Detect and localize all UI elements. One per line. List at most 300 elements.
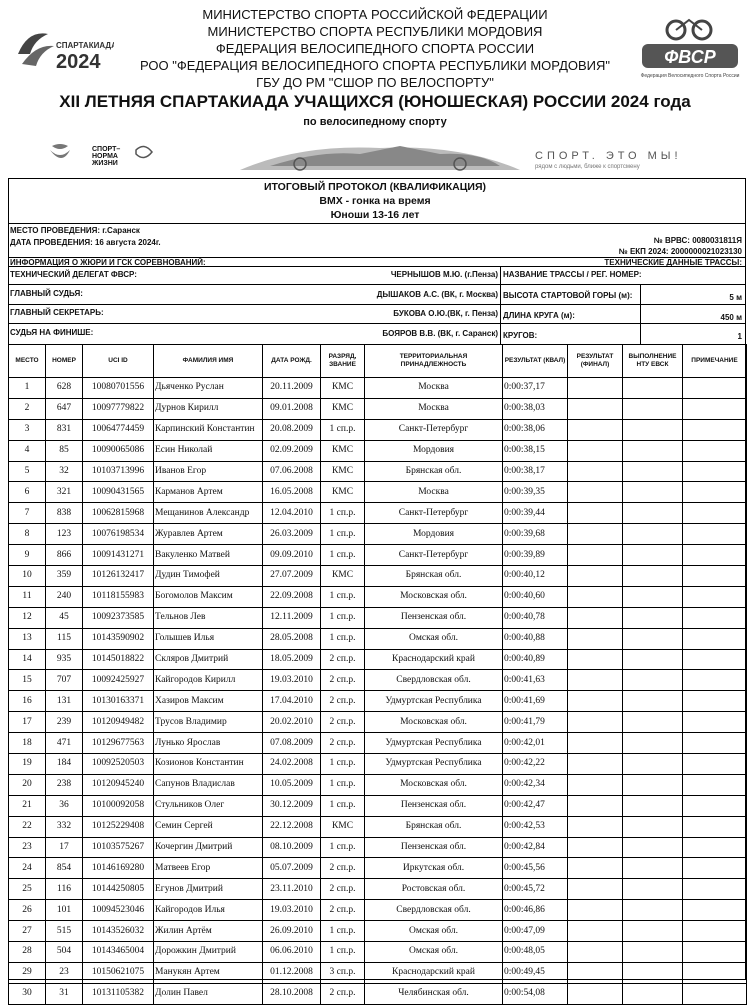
- cell-number: 515: [46, 921, 83, 942]
- cell-name: Манукян Артем: [154, 962, 263, 983]
- cell-result-qual: 0:00:39,44: [503, 503, 568, 524]
- cell-place: 20: [9, 774, 46, 795]
- cell-place: 29: [9, 962, 46, 983]
- official-name-3: БУКОВА О.Ю.(ВК, г. Пенза): [393, 309, 498, 318]
- cell-birth-date: 07.08.2009: [263, 733, 321, 754]
- cell-name: Трусов Владимир: [154, 712, 263, 733]
- cell-number: 831: [46, 419, 83, 440]
- fvsr-logo: [636, 14, 744, 80]
- cell-evsk: [623, 837, 683, 858]
- cell-result-qual: 0:00:42,01: [503, 733, 568, 754]
- cell-place: 26: [9, 900, 46, 921]
- cell-evsk: [623, 691, 683, 712]
- cell-note: [683, 524, 747, 545]
- cell-note: [683, 419, 747, 440]
- cell-region: Москва: [365, 398, 503, 419]
- cell-result-qual: 0:00:47,09: [503, 921, 568, 942]
- fvsr-logo-text: ФВСР: [664, 47, 716, 67]
- cell-name: Карманов Артем: [154, 482, 263, 503]
- tech-value-2: 5 м: [729, 293, 742, 302]
- cell-evsk: [623, 858, 683, 879]
- cell-name: Вакуленко Матвей: [154, 545, 263, 566]
- cell-note: [683, 503, 747, 524]
- cell-rank: 2 сп.р.: [321, 858, 365, 879]
- sport-norm-logo: СПОРТ– НОРМА ЖИЗНИ: [92, 146, 121, 167]
- cell-place: 11: [9, 586, 46, 607]
- cell-result-qual: 0:00:41,79: [503, 712, 568, 733]
- cell-rank: 2 сп.р.: [321, 712, 365, 733]
- cell-rank: 1 сп.р.: [321, 942, 365, 963]
- cell-uci-id: 10076198534: [83, 524, 154, 545]
- cell-evsk: [623, 921, 683, 942]
- table-row: [9, 628, 747, 649]
- table-row: [9, 545, 747, 566]
- vrvs-number: № ВРВС: 0080031811Я: [653, 236, 742, 245]
- cell-result-qual: 0:00:38,03: [503, 398, 568, 419]
- cell-result-qual: 0:00:54,08: [503, 983, 568, 1004]
- cell-rank: 1 сп.р.: [321, 774, 365, 795]
- cell-result-final: [568, 461, 623, 482]
- cell-region: Санкт-Петербург: [365, 545, 503, 566]
- cell-name: Дьяченко Руслан: [154, 378, 263, 399]
- cell-birth-date: 06.06.2010: [263, 942, 321, 963]
- col-evsk: ВЫПОЛНЕНИЕ НТУ ЕВСК: [623, 345, 683, 378]
- cell-number: 123: [46, 524, 83, 545]
- col-uci-id: UCI ID: [83, 345, 154, 378]
- cell-place: 21: [9, 795, 46, 816]
- fvsr-logo-sub: Федерация Велосипедного Спорта России: [640, 73, 740, 79]
- cell-region: Омская обл.: [365, 628, 503, 649]
- cell-result-qual: 0:00:40,12: [503, 566, 568, 587]
- cell-name: Сапунов Владислав: [154, 774, 263, 795]
- cell-result-qual: 0:00:40,60: [503, 586, 568, 607]
- cell-birth-date: 19.03.2010: [263, 900, 321, 921]
- cell-evsk: [623, 607, 683, 628]
- cell-uci-id: 10092373585: [83, 607, 154, 628]
- cell-birth-date: 10.05.2009: [263, 774, 321, 795]
- cell-result-qual: 0:00:49,45: [503, 962, 568, 983]
- cell-result-qual: 0:00:40,88: [503, 628, 568, 649]
- table-row: [9, 921, 747, 942]
- cell-uci-id: 10103575267: [83, 837, 154, 858]
- banner-slogan: СПОРТ. ЭТО МЫ!: [535, 150, 682, 162]
- cell-name: Стульников Олег: [154, 795, 263, 816]
- cell-rank: 2 сп.р.: [321, 733, 365, 754]
- col-result-qual: РЕЗУЛЬТАТ (КВАЛ): [503, 345, 568, 378]
- cell-place: 17: [9, 712, 46, 733]
- cell-birth-date: 20.11.2009: [263, 378, 321, 399]
- cell-place: 13: [9, 628, 46, 649]
- cell-place: 2: [9, 398, 46, 419]
- cell-result-qual: 0:00:39,35: [503, 482, 568, 503]
- cell-place: 28: [9, 942, 46, 963]
- cell-birth-date: 09.01.2008: [263, 398, 321, 419]
- cell-rank: 1 сп.р.: [321, 545, 365, 566]
- cell-result-final: [568, 586, 623, 607]
- cell-birth-date: 07.06.2008: [263, 461, 321, 482]
- cell-region: Брянская обл.: [365, 461, 503, 482]
- cell-region: Брянская обл.: [365, 566, 503, 587]
- table-row: [9, 691, 747, 712]
- cell-birth-date: 27.07.2009: [263, 566, 321, 587]
- cell-region: Удмуртская Республика: [365, 733, 503, 754]
- cell-birth-date: 05.07.2009: [263, 858, 321, 879]
- cell-note: [683, 921, 747, 942]
- cell-uci-id: 10097779822: [83, 398, 154, 419]
- cell-note: [683, 440, 747, 461]
- official-name-2: ДЫШАКОВ А.С. (ВК, г. Москва): [376, 290, 498, 299]
- cell-result-qual: 0:00:42,22: [503, 754, 568, 775]
- cell-name: Матвеев Егор: [154, 858, 263, 879]
- cell-result-qual: 0:00:37,17: [503, 378, 568, 399]
- protocol-category: Юноши 13-16 лет: [330, 209, 420, 221]
- cell-region: Московская обл.: [365, 712, 503, 733]
- cell-note: [683, 879, 747, 900]
- cell-region: Московская обл.: [365, 586, 503, 607]
- cell-result-final: [568, 419, 623, 440]
- cell-evsk: [623, 566, 683, 587]
- cell-note: [683, 586, 747, 607]
- cell-uci-id: 10125229408: [83, 816, 154, 837]
- table-row: [9, 774, 747, 795]
- table-row: [9, 962, 747, 983]
- cell-rank: 2 сп.р.: [321, 879, 365, 900]
- cell-note: [683, 837, 747, 858]
- cell-result-final: [568, 900, 623, 921]
- cell-result-qual: 0:00:39,89: [503, 545, 568, 566]
- event-title: XII ЛЕТНЯЯ СПАРТАКИАДА УЧАЩИХСЯ (ЮНОШЕСКАЯ) РОССИИ 2024 года: [59, 92, 691, 111]
- cell-result-qual: 0:00:41,63: [503, 670, 568, 691]
- cell-note: [683, 398, 747, 419]
- cell-uci-id: 10100092058: [83, 795, 154, 816]
- cell-number: 471: [46, 733, 83, 754]
- official-name-4: БОЯРОВ В.В. (ВК, г. Саранск): [382, 329, 498, 338]
- table-row: [9, 837, 747, 858]
- tech-value-3: 450 м: [720, 313, 742, 322]
- cell-number: 838: [46, 503, 83, 524]
- cell-note: [683, 962, 747, 983]
- cell-rank: 1 сп.р.: [321, 607, 365, 628]
- header-line-1: МИНИСТЕРСТВО СПОРТА РОССИЙСКОЙ ФЕДЕРАЦИИ: [202, 7, 548, 22]
- cell-uci-id: 10103713996: [83, 461, 154, 482]
- cell-region: Пензенская обл.: [365, 795, 503, 816]
- cell-result-final: [568, 628, 623, 649]
- cell-result-qual: 0:00:42,47: [503, 795, 568, 816]
- cell-name: Голышев Илья: [154, 628, 263, 649]
- col-result-final: РЕЗУЛЬТАТ (ФИНАЛ): [568, 345, 623, 378]
- cell-uci-id: 10130163371: [83, 691, 154, 712]
- table-row: [9, 816, 747, 837]
- cell-place: 25: [9, 879, 46, 900]
- cell-note: [683, 482, 747, 503]
- cell-result-final: [568, 482, 623, 503]
- col-name: ФАМИЛИЯ ИМЯ: [154, 345, 263, 378]
- col-place: МЕСТО: [9, 345, 46, 378]
- cell-result-final: [568, 816, 623, 837]
- cell-name: Козионов Константин: [154, 754, 263, 775]
- cell-evsk: [623, 482, 683, 503]
- cell-note: [683, 670, 747, 691]
- cell-evsk: [623, 733, 683, 754]
- table-row: [9, 398, 747, 419]
- cell-region: Московская обл.: [365, 774, 503, 795]
- event-date: ДАТА ПРОВЕДЕНИЯ: 16 августа 2024г.: [10, 238, 161, 247]
- cell-name: Журавлев Артем: [154, 524, 263, 545]
- cell-note: [683, 774, 747, 795]
- cell-evsk: [623, 900, 683, 921]
- cell-evsk: [623, 754, 683, 775]
- cell-result-final: [568, 607, 623, 628]
- cell-name: Иванов Егор: [154, 461, 263, 482]
- cell-place: 27: [9, 921, 46, 942]
- cell-number: 131: [46, 691, 83, 712]
- cell-uci-id: 10090065086: [83, 440, 154, 461]
- results-body: [9, 378, 747, 1005]
- cell-birth-date: 24.02.2008: [263, 754, 321, 775]
- logo-year-text: 2024: [56, 51, 101, 73]
- cell-rank: 2 сп.р.: [321, 983, 365, 1004]
- cell-uci-id: 10143526032: [83, 921, 154, 942]
- cell-note: [683, 628, 747, 649]
- table-row: [9, 983, 747, 1004]
- table-row: [9, 482, 747, 503]
- cell-rank: 1 сп.р.: [321, 503, 365, 524]
- cell-evsk: [623, 649, 683, 670]
- tech-data-header: ТЕХНИЧЕСКИЕ ДАННЫЕ ТРАССЫ:: [604, 258, 742, 267]
- cell-name: Есин Николай: [154, 440, 263, 461]
- cell-evsk: [623, 670, 683, 691]
- cell-uci-id: 10143590902: [83, 628, 154, 649]
- cell-name: Мещанинов Александр: [154, 503, 263, 524]
- cell-result-final: [568, 983, 623, 1004]
- cell-note: [683, 566, 747, 587]
- cell-result-final: [568, 733, 623, 754]
- cell-rank: 1 сп.р.: [321, 921, 365, 942]
- cell-place: 1: [9, 378, 46, 399]
- cell-rank: 1 сп.р.: [321, 524, 365, 545]
- cell-note: [683, 545, 747, 566]
- table-row: [9, 607, 747, 628]
- cell-uci-id: 10090431565: [83, 482, 154, 503]
- cell-birth-date: 19.03.2010: [263, 670, 321, 691]
- cell-result-final: [568, 774, 623, 795]
- table-row: [9, 670, 747, 691]
- tech-value-4: 1: [737, 332, 742, 341]
- cell-name: Богомолов Максим: [154, 586, 263, 607]
- cell-note: [683, 900, 747, 921]
- cell-note: [683, 649, 747, 670]
- cell-birth-date: 16.05.2008: [263, 482, 321, 503]
- cell-name: Карпинский Константин: [154, 419, 263, 440]
- cell-number: 321: [46, 482, 83, 503]
- cell-region: Краснодарский край: [365, 649, 503, 670]
- cell-birth-date: 26.09.2010: [263, 921, 321, 942]
- col-birth-date: ДАТА РОЖД.: [263, 345, 321, 378]
- cell-birth-date: 12.04.2010: [263, 503, 321, 524]
- cell-result-final: [568, 670, 623, 691]
- cell-birth-date: 12.11.2009: [263, 607, 321, 628]
- cell-uci-id: 10091431271: [83, 545, 154, 566]
- cell-region: Москва: [365, 378, 503, 399]
- cell-region: Ростовская обл.: [365, 879, 503, 900]
- cell-evsk: [623, 545, 683, 566]
- cell-name: Дурнов Кирилл: [154, 398, 263, 419]
- cell-place: 23: [9, 837, 46, 858]
- cell-rank: 1 сп.р.: [321, 586, 365, 607]
- cell-result-qual: 0:00:45,72: [503, 879, 568, 900]
- tech-label-4: КРУГОВ:: [503, 331, 538, 340]
- cell-region: Санкт-Петербург: [365, 419, 503, 440]
- cell-uci-id: 10144250805: [83, 879, 154, 900]
- cell-region: Брянская обл.: [365, 816, 503, 837]
- cell-evsk: [623, 942, 683, 963]
- official-role-4: СУДЬЯ НА ФИНИШЕ:: [10, 328, 94, 337]
- tech-label-3: ДЛИНА КРУГА (м):: [503, 311, 575, 320]
- cell-result-final: [568, 545, 623, 566]
- logo-top-text: СПАРТАКИАДА: [56, 41, 114, 50]
- cell-evsk: [623, 816, 683, 837]
- official-name-1: ЧЕРНЫШОВ М.Ю. (г.Пенза): [390, 270, 498, 279]
- cell-result-qual: 0:00:46,86: [503, 900, 568, 921]
- cell-rank: 2 сп.р.: [321, 900, 365, 921]
- cell-evsk: [623, 461, 683, 482]
- cell-result-final: [568, 754, 623, 775]
- cell-result-qual: 0:00:41,69: [503, 691, 568, 712]
- cell-result-final: [568, 942, 623, 963]
- cell-birth-date: 26.03.2009: [263, 524, 321, 545]
- cell-uci-id: 10062815968: [83, 503, 154, 524]
- cell-number: 31: [46, 983, 83, 1004]
- table-row: [9, 900, 747, 921]
- ekp-number: № ЕКП 2024: 2000000021023130: [618, 247, 742, 256]
- official-role-3: ГЛАВНЫЙ СЕКРЕТАРЬ:: [10, 308, 104, 317]
- cell-birth-date: 08.10.2009: [263, 837, 321, 858]
- cell-place: 15: [9, 670, 46, 691]
- cell-uci-id: 10120945240: [83, 774, 154, 795]
- cell-number: 854: [46, 858, 83, 879]
- cell-result-final: [568, 649, 623, 670]
- table-header-row: [9, 345, 747, 378]
- cell-uci-id: 10131105382: [83, 983, 154, 1004]
- cell-birth-date: 02.09.2009: [263, 440, 321, 461]
- cell-uci-id: 10120949482: [83, 712, 154, 733]
- protocol-heading: [0, 180, 750, 222]
- protocol-discipline: ВМХ - гонка на время: [319, 195, 431, 207]
- cell-rank: 1 сп.р.: [321, 837, 365, 858]
- cell-number: 101: [46, 900, 83, 921]
- cell-place: 8: [9, 524, 46, 545]
- cell-result-qual: 0:00:42,84: [503, 837, 568, 858]
- cell-result-final: [568, 524, 623, 545]
- cell-birth-date: 20.02.2010: [263, 712, 321, 733]
- table-row: [9, 858, 747, 879]
- cell-rank: 2 сп.р.: [321, 670, 365, 691]
- cell-rank: КМС: [321, 461, 365, 482]
- venue: МЕСТО ПРОВЕДЕНИЯ: г.Саранск: [10, 226, 140, 235]
- cell-note: [683, 795, 747, 816]
- cell-name: Долин Павел: [154, 983, 263, 1004]
- cell-place: 5: [9, 461, 46, 482]
- header-line-3: ФЕДЕРАЦИЯ ВЕЛОСИПЕДНОГО СПОРТА РОССИИ: [215, 41, 535, 56]
- cell-evsk: [623, 524, 683, 545]
- cell-uci-id: 10129677563: [83, 733, 154, 754]
- cell-place: 9: [9, 545, 46, 566]
- cell-uci-id: 10092425927: [83, 670, 154, 691]
- table-row: [9, 566, 747, 587]
- cell-rank: 1 сп.р.: [321, 754, 365, 775]
- cell-uci-id: 10064774459: [83, 419, 154, 440]
- cell-uci-id: 10118155983: [83, 586, 154, 607]
- table-row: [9, 586, 747, 607]
- cell-result-final: [568, 691, 623, 712]
- official-role-2: ГЛАВНЫЙ СУДЬЯ:: [10, 289, 83, 298]
- cell-number: 935: [46, 649, 83, 670]
- cell-result-final: [568, 440, 623, 461]
- cell-name: Кайгородов Кирилл: [154, 670, 263, 691]
- cell-evsk: [623, 712, 683, 733]
- cell-result-final: [568, 837, 623, 858]
- cell-note: [683, 691, 747, 712]
- cell-place: 3: [9, 419, 46, 440]
- table-row: [9, 733, 747, 754]
- cell-region: Мордовия: [365, 524, 503, 545]
- cell-evsk: [623, 378, 683, 399]
- cell-rank: 2 сп.р.: [321, 649, 365, 670]
- cell-name: Егунов Дмитрий: [154, 879, 263, 900]
- cell-result-final: [568, 712, 623, 733]
- table-row: [9, 942, 747, 963]
- cell-uci-id: 10092520503: [83, 754, 154, 775]
- cell-result-qual: 0:00:38,17: [503, 461, 568, 482]
- cell-result-qual: 0:00:42,53: [503, 816, 568, 837]
- cell-name: Лунько Ярослав: [154, 733, 263, 754]
- cell-number: 647: [46, 398, 83, 419]
- cell-name: Хазиров Максим: [154, 691, 263, 712]
- cell-result-qual: 0:00:48,05: [503, 942, 568, 963]
- results-table: [8, 344, 747, 1005]
- cell-rank: 2 сп.р.: [321, 691, 365, 712]
- cell-number: 359: [46, 566, 83, 587]
- table-row: [9, 524, 747, 545]
- cell-region: Иркутская обл.: [365, 858, 503, 879]
- cell-number: 116: [46, 879, 83, 900]
- cell-number: 628: [46, 378, 83, 399]
- cell-place: 22: [9, 816, 46, 837]
- cell-note: [683, 816, 747, 837]
- cell-place: 14: [9, 649, 46, 670]
- table-row: [9, 754, 747, 775]
- cell-place: 16: [9, 691, 46, 712]
- cell-number: 707: [46, 670, 83, 691]
- cell-rank: КМС: [321, 378, 365, 399]
- cell-birth-date: 28.05.2008: [263, 628, 321, 649]
- cell-birth-date: 30.12.2009: [263, 795, 321, 816]
- cell-region: Свердловская обл.: [365, 670, 503, 691]
- cell-region: Москва: [365, 482, 503, 503]
- cell-result-final: [568, 962, 623, 983]
- table-row: [9, 649, 747, 670]
- cell-result-qual: 0:00:38,15: [503, 440, 568, 461]
- table-row: [9, 879, 747, 900]
- cell-birth-date: 22.12.2008: [263, 816, 321, 837]
- cell-uci-id: 10146169280: [83, 858, 154, 879]
- cell-result-qual: 0:00:39,68: [503, 524, 568, 545]
- cell-number: 184: [46, 754, 83, 775]
- cell-result-qual: 0:00:40,89: [503, 649, 568, 670]
- cell-place: 30: [9, 983, 46, 1004]
- cell-number: 239: [46, 712, 83, 733]
- tech-label-2: ВЫСОТА СТАРТОВОЙ ГОРЫ (м):: [503, 291, 633, 300]
